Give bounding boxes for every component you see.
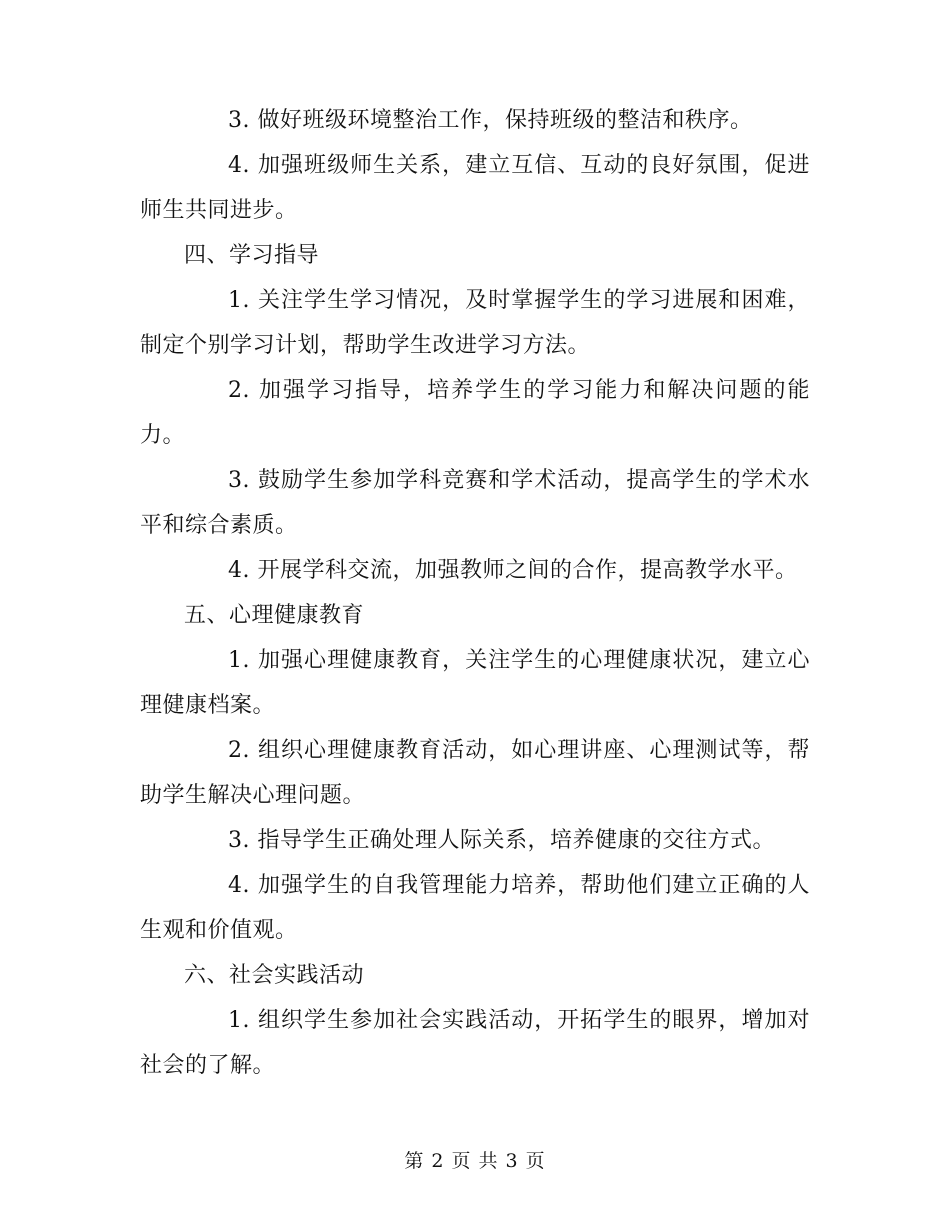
list-item: [140, 638, 810, 728]
list-item: [140, 818, 810, 863]
section-heading: 六、社会实践活动: [184, 963, 365, 988]
list-item: [140, 368, 810, 458]
item-number: 3.: [228, 828, 250, 853]
item-text: 做好班级环境整治工作，保持班级的整洁和秩序。: [257, 108, 753, 133]
list-item: [140, 863, 810, 953]
item-number: 1.: [228, 648, 250, 673]
item-number: 4.: [228, 558, 250, 583]
item-text: 加强学生的自我管理能力培养，帮助他们建立正确的人生观和价值观。: [140, 873, 810, 943]
list-item: [140, 98, 810, 143]
item-text: 关注学生学习情况，及时掌握学生的学习进展和困难，制定个别学习计划，帮助学生改进学习方法。: [140, 288, 810, 358]
item-text: 加强学习指导，培养学生的学习能力和解决问题的能力。: [140, 378, 810, 448]
item-number: 2.: [228, 738, 250, 763]
item-number: 4.: [228, 873, 250, 898]
list-item: [140, 278, 810, 368]
item-number: 3.: [228, 108, 250, 133]
section-heading: 五、心理健康教育: [184, 603, 365, 628]
item-number: 1.: [228, 1008, 250, 1033]
item-number: 3.: [228, 468, 250, 493]
item-number: 4.: [228, 153, 250, 178]
list-item: [140, 548, 810, 593]
item-text: 开展学科交流，加强教师之间的合作，提高教学水平。: [257, 558, 798, 583]
item-text: 组织心理健康教育活动，如心理讲座、心理测试等，帮助学生解决心理问题。: [140, 738, 810, 808]
item-text: 指导学生正确处理人际关系，培养健康的交往方式。: [257, 828, 776, 853]
list-item: [140, 998, 810, 1088]
list-item: [140, 728, 810, 818]
page-footer: 第 2 页 共 3 页: [404, 1150, 546, 1172]
item-number: 1.: [228, 288, 250, 313]
list-item: [140, 458, 810, 548]
document-body: [140, 98, 810, 1088]
list-item: [140, 143, 810, 233]
item-text: 加强心理健康教育，关注学生的心理健康状况，建立心理健康档案。: [140, 648, 810, 718]
item-text: 加强班级师生关系，建立互信、互动的良好氛围，促进师生共同进步。: [140, 153, 810, 223]
section-heading: 四、学习指导: [184, 243, 320, 268]
item-number: 2.: [228, 378, 250, 403]
item-text: 鼓励学生参加学科竞赛和学术活动，提高学生的学术水平和综合素质。: [140, 468, 810, 538]
item-text: 组织学生参加社会实践活动，开拓学生的眼界，增加对社会的了解。: [140, 1008, 810, 1078]
